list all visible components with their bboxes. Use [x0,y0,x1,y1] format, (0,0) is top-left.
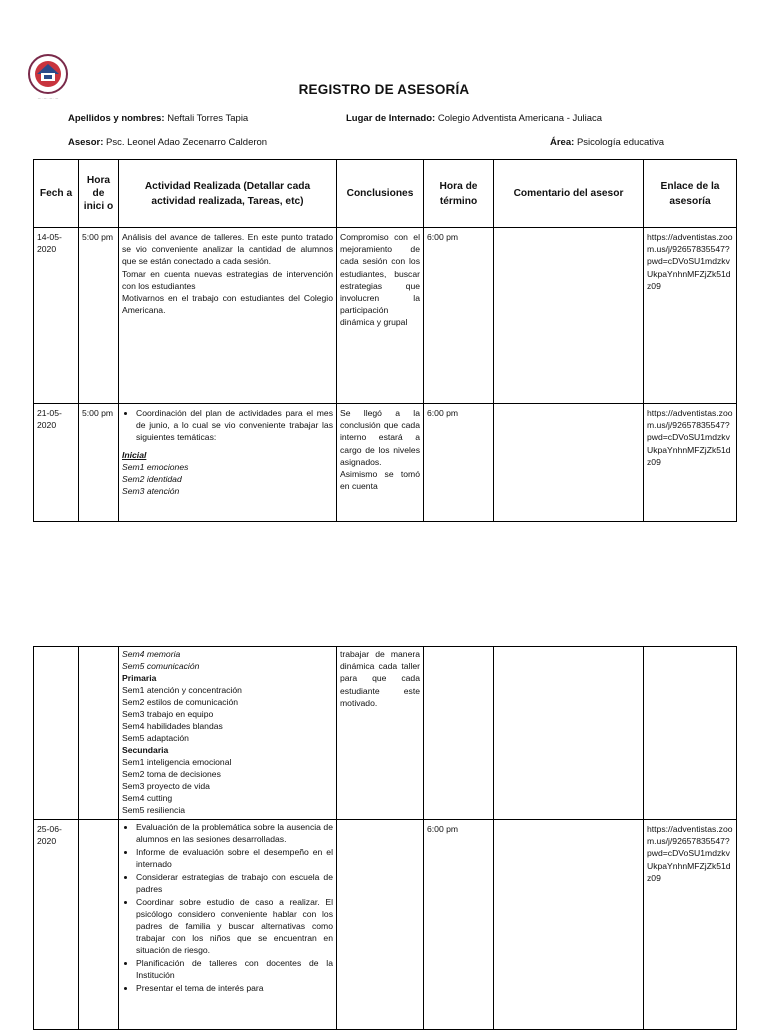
cell-termino [424,647,494,820]
list-item: • Informe de evaluación sobre el desempeño en el internado [136,846,333,870]
inicial-label: Inicial [122,449,147,460]
list-item: • Coordinación del plan de actividades para el mes de junio, a lo cual se vio conveniente trabajar las siguientes temáticas: [136,407,333,444]
header-enlace: Enlace de la asesoría [644,160,737,228]
cell-actividad [119,820,337,1030]
area-label: Área: [550,137,575,148]
list-item: Sem4 memoria [122,649,181,659]
header-actividad: Actividad Realizada (Detallar cada actividad realizada, Tareas, etc) [119,160,337,228]
lugar-value: Colegio Adventista Americana - Juliaca [437,113,603,124]
lugar-line [346,113,602,124]
cell-fecha [34,647,79,820]
cell-actividad [119,404,337,522]
cell-termino: 6:00 pm [424,404,494,522]
cell-comentario [494,228,644,404]
svg-text:— · — · — · —: — · — · — · — [37,96,59,100]
lugar-label: Lugar de Internado: [346,113,436,124]
list-item: • Considerar estrategias de trabajo con escuela de padres [136,871,333,895]
list-item: Sem2 toma de decisiones [122,769,221,779]
asesoria-table-page2 [33,646,737,1030]
actividad-paragraph: Tomar en cuenta nuevas estrategias de intervención con los estudiantes [122,268,333,291]
cell-enlace [644,647,737,820]
table-row [34,820,737,1030]
list-item: • Presentar el tema de interés para [136,982,333,994]
actividad-list [122,407,333,444]
table-row [34,404,737,522]
asesor-label: Asesor: [68,137,104,148]
apellidos-value: Neftali Torres Tapia [167,113,249,124]
cell-fecha: 25-06-2020 [34,820,79,1030]
cell-fecha: 21-05-2020 [34,404,79,522]
cell-hora: 5:00 pm [79,228,119,404]
header-conclusiones: Conclusiones [337,160,424,228]
apellidos-line [68,113,248,124]
list-item: Sem3 atención [122,485,180,496]
header-comentario: Comentario del asesor [494,160,644,228]
list-item: • Planificación de talleres con docentes de la Institución [136,957,333,981]
list-item: Sem2 estilos de comunicación [122,697,239,707]
cell-comentario [494,404,644,522]
cell-conclusiones: trabajar de manera dinámica cada taller para que cada estudiante este motivado. [337,647,424,820]
cell-hora [79,647,119,820]
cell-enlace[interactable]: https://adventistas.zoom.us/j/92657835547?pwd=cDVoSU1mdzkvUkpaYnhnMFZjZk51dz09 [644,228,737,404]
header-hora-inicio: Hora de inici o [79,160,119,228]
cell-enlace[interactable]: https://adventistas.zoom.us/j/92657835547?pwd=cDVoSU1mdzkvUkpaYnhnMFZjZk51dz09 [644,820,737,1030]
table-row [34,647,737,820]
table-row [34,228,737,404]
list-item: Sem1 atención y concentración [122,685,242,695]
actividad-paragraph: Motivarnos en el trabajo con estudiantes del Colegio Americana. [122,293,333,316]
cell-fecha: 14-05-2020 [34,228,79,404]
list-item: • Evaluación de la problemática sobre la ausencia de alumnos en las sesiones desarrolladas. [136,821,333,845]
list-item: Sem2 identidad [122,473,182,484]
cell-comentario [494,820,644,1030]
list-item: Sem1 emociones [122,461,189,472]
header-fecha: Fech a [34,160,79,228]
cell-hora [79,820,119,1030]
cell-comentario [494,647,644,820]
primaria-label: Primaria [122,673,157,683]
cell-actividad [119,647,337,820]
area-line [550,137,664,148]
cell-conclusiones: Compromiso con el mejoramiento de cada sesión con los estudiantes, buscar estrategias que involucren la participación dinámica y grupal [337,228,424,404]
page-title: REGISTRO DE ASESORÍA [298,82,470,97]
apellidos-label: Apellidos y nombres: [68,113,165,124]
list-item: Sem4 habilidades blandas [122,721,223,731]
list-item: Sem5 comunicación [122,661,200,671]
actividad-paragraph: Análisis del avance de talleres. En este punto tratado se vio conveniente analizar la cantidad de alumnos que se están conectado a cada sesión. [122,232,333,267]
header-hora-termino: Hora de término [424,160,494,228]
cell-conclusiones [337,820,424,1030]
asesor-value: Psc. Leonel Adao Zecenarro Calderon [106,137,268,148]
cell-hora: 5:00 pm [79,404,119,522]
cell-conclusiones: Se llegó a la conclusión que cada interno estará a cargo de los niveles asignados. Asimismo se tomó en cuenta [337,404,424,522]
list-item: Sem3 trabajo en equipo [122,709,214,719]
actividad-list [122,821,333,994]
list-item: Sem5 adaptación [122,733,189,743]
area-value: Psicología educativa [576,137,665,148]
cell-actividad [119,228,337,404]
cell-termino: 6:00 pm [424,820,494,1030]
asesoria-table-page1 [33,159,737,522]
cell-termino: 6:00 pm [424,228,494,404]
list-item: Sem4 cutting [122,793,173,803]
list-item: Sem3 proyecto de vida [122,781,210,791]
asesor-line [68,137,267,148]
list-item: • Coordinar sobre estudio de caso a realizar. El psicólogo considero conveniente hablar con los padres de familia y buscar alternativas como trabajar con los niños que se encuentran en situación de riesgo. [136,896,333,956]
cell-enlace[interactable]: https://adventistas.zoom.us/j/92657835547?pwd=cDVoSU1mdzkvUkpaYnhnMFZjZk51dz09 [644,404,737,522]
list-item: Sem5 resiliencia [122,805,186,815]
secundaria-label: Secundaria [122,745,169,755]
list-item: Sem1 inteligencia emocional [122,757,232,767]
